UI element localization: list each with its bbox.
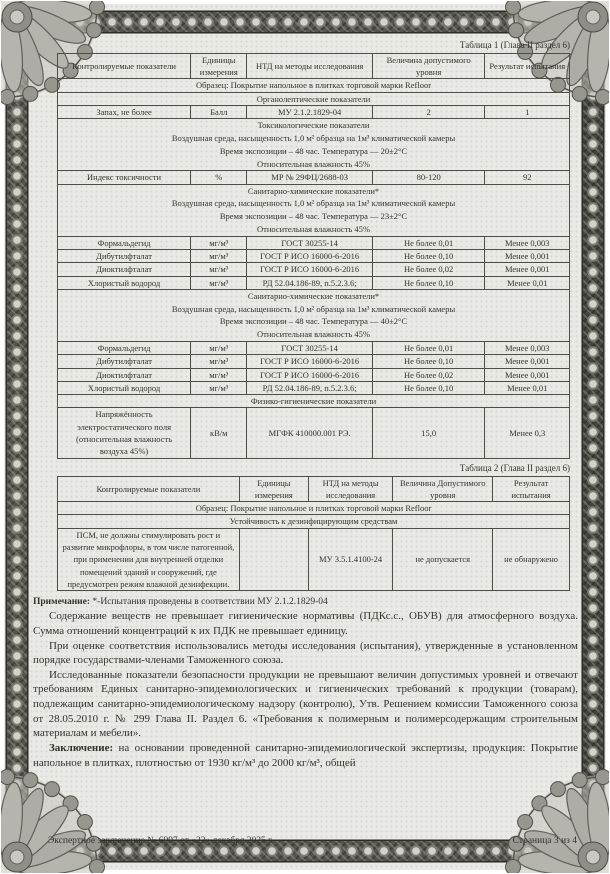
sample-cell: Образец: Покрытие напольное и плитках торговой марки Refloor [58, 502, 570, 515]
cell: ГОСТ Р ИСО 16000-6-2016 [247, 249, 372, 262]
table-row [58, 236, 570, 249]
cell: Дибутилфталат [58, 249, 191, 262]
cell: Дибутилфталат [58, 355, 191, 368]
cell: РД 52.04.186-89, п.5.2.3.6; [247, 276, 372, 289]
cell: мг/м³ [191, 263, 247, 276]
paragraph-conclusion [33, 741, 578, 770]
sample-cell: Образец: Покрытие напольное в плитках торговой марки Refloor [58, 79, 570, 92]
condition-line: Воздушная среда, насыщенность 1,0 м² образца на 1м³ климатической камеры [171, 198, 456, 209]
cell: ГОСТ 30255-14 [247, 236, 372, 249]
table-row [58, 355, 570, 368]
cell: 80-120 [372, 171, 485, 184]
cell: Балл [191, 106, 247, 119]
cell: Не более 0,10 [372, 355, 485, 368]
cell: 15,0 [372, 408, 485, 458]
condition-line: Относительная влажность 45% [256, 158, 370, 169]
table-row [58, 528, 570, 591]
cell: Менее 0,001 [485, 355, 570, 368]
paragraph-substances: Содержание веществ не превышает гигиенические нормативы (ПДКс.с., ОБУВ) для атмосферного воздуха. Сумма отношений концентраций к их ПДК не превышает единицу. [33, 610, 578, 637]
section-title: Санитарно-химические показатели* [247, 185, 380, 196]
table-row [58, 381, 570, 394]
cell: Напряжённость электростатического поля (относительная влажность воздуха 45%) [58, 408, 191, 458]
condition-line: Время экспозиции – 48 час. Температура — 40±2°С [219, 316, 408, 327]
section-row [58, 289, 570, 341]
table2-disinfect-results [57, 476, 570, 592]
column-header: Контролируемые показатели [58, 476, 240, 502]
cell: Индекс токсичности [58, 171, 191, 184]
cell: 2 [372, 106, 485, 119]
cell: ГОСТ Р ИСО 16000-6-2016 [247, 263, 372, 276]
document-content [33, 40, 578, 770]
cell: ПСМ, не должны стимулировать рост и развитие микрофлоры, в том числе патогенной, при применении для внутренней отделки помещений зданий и сооружений, где предусмотрен режим влажной дезинфекции. [58, 528, 240, 591]
cell: Менее 0,003 [485, 341, 570, 354]
condition-line: Относительная влажность 45% [256, 329, 370, 340]
cell: мг/м³ [191, 341, 247, 354]
border-chain-left [6, 8, 28, 866]
cell: Не более 0,02 [372, 263, 485, 276]
cell: Менее 0,001 [485, 249, 570, 262]
cell: мг/м³ [191, 276, 247, 289]
notes-block [33, 597, 578, 770]
cell: кВ/м [191, 408, 247, 458]
paragraph-methods: При оценке соответствия использовались методы исследования (испытания), утвержденные в установленном порядке государствами-членами Таможенного союза. [33, 639, 578, 667]
cell: Не более 0,10 [372, 276, 485, 289]
table-header-row [58, 53, 570, 79]
cell: не допускается [393, 528, 493, 591]
page-footer [48, 836, 577, 846]
column-header: НТД на методы исследования [247, 53, 372, 79]
cell: Не более 0,10 [372, 381, 485, 394]
cell: ГОСТ Р ИСО 16000-6-2016 [247, 355, 372, 368]
table-row [58, 249, 570, 262]
cell: Формальдегид [58, 341, 191, 354]
cell: мг/м³ [191, 249, 247, 262]
table2-caption: Таблица 2 (Глава II раздел 6) [459, 462, 570, 473]
table-header-row [58, 476, 570, 502]
section-block [58, 184, 570, 236]
cell: ГОСТ Р ИСО 16000-6-2016 [247, 368, 372, 381]
section-row [58, 119, 570, 171]
section-title: Органолептические показатели [58, 92, 570, 105]
cell: мг/м³ [191, 368, 247, 381]
cell: Менее 0,003 [485, 236, 570, 249]
note-text: *-Испытания проведены в соответствии МУ 2.1.2.1829-04 [92, 597, 328, 608]
conclusion-text: на основании проведенной санитарно-эпидемиологической экспертизы, продукция: Покрытие напольное в плитках, плотностью от 1930 кг/м³ до 2000 кг/м³, общей [33, 741, 579, 769]
note-line [33, 597, 578, 607]
section-title: Устойчивость к дезинфицирующим средствам [58, 515, 570, 528]
column-header: НТД на методы исследования [308, 476, 392, 502]
cell: Менее 0,01 [485, 381, 570, 394]
table-row [58, 368, 570, 381]
table-row [58, 171, 570, 184]
table-row [58, 408, 570, 458]
cell: Диоктилфталат [58, 368, 191, 381]
condition-line: Воздушная среда, насыщенность 1,0 м² образца на 1м³ климатической камеры [171, 303, 456, 314]
condition-line: Время экспозиции – 48 час. Температура — 23±2°С [219, 211, 408, 222]
section-row [58, 92, 570, 105]
paragraph-requirements: Исследованные показатели безопасности продукции не превышают величин допустимых уровней и отвечают требованиям Единых санитарно-эпидемиологических и гигиенических требований к продукции (товарам), подлежащим санитарно-эпидемиологическому надзору (контролю), Утв. Решением комиссии Таможенного союза от 28.05.2010 г. № 299 Глава II. Раздел 6. «Требования к полимерным и полимерсодержащим строительным материалам и мебели». [33, 668, 578, 740]
condition-line: Время экспозиции – 48 час. Температура — 20±2°С [219, 145, 408, 156]
cell: Менее 0,001 [485, 263, 570, 276]
column-header: Результат испытания [493, 476, 570, 502]
cell: МР № 29ФЦ/2688-03 [247, 171, 372, 184]
column-header: Единицы измерения [239, 476, 308, 502]
table-row [58, 263, 570, 276]
cell: Формальдегид [58, 236, 191, 249]
cell: Не более 0,02 [372, 368, 485, 381]
table-row [58, 341, 570, 354]
cell: мг/м³ [191, 381, 247, 394]
section-title: Санитарно-химические показатели* [247, 290, 380, 301]
section-row [58, 184, 570, 236]
border-chain-right [582, 8, 604, 866]
section-block [58, 119, 570, 171]
footer-page-number: Страница 3 из 4 [512, 836, 577, 846]
cell: Менее 0,001 [485, 368, 570, 381]
cell: ГОСТ 30255-14 [247, 341, 372, 354]
guilloche-corner-icon [503, 767, 609, 873]
table1-caption: Таблица 1 (Глава II раздел 6) [459, 40, 570, 50]
cell: Диоктилфталат [58, 263, 191, 276]
footer-document-number: Экспертное заключение № 6997 от «22» декабря 2025 г. [48, 836, 274, 846]
section-row [58, 515, 570, 528]
cell: 92 [485, 171, 570, 184]
column-header: Результат испытания [485, 53, 570, 79]
cell: МГФК 410000.001 РЭ. [247, 408, 372, 458]
cell [239, 528, 308, 591]
column-header: Величина Допустимого уровня [393, 476, 493, 502]
column-header: Единицы измерения [191, 53, 247, 79]
table-row [58, 276, 570, 289]
section-title: Физико-гигиенические показатели [58, 395, 570, 408]
section-title: Токсикологические показатели [257, 120, 370, 131]
cell: Менее 0,3 [485, 408, 570, 458]
note-label: Примечание: [33, 597, 91, 608]
section-block [58, 289, 570, 341]
cell: Запах, не более [58, 106, 191, 119]
cell: мг/м³ [191, 355, 247, 368]
table1-test-results [57, 53, 570, 459]
cell: Хлористый водород [58, 276, 191, 289]
cell: Не более 0,10 [372, 249, 485, 262]
column-header: Величина допустимого уровня [372, 53, 485, 79]
sample-row [58, 502, 570, 515]
condition-line: Относительная влажность 45% [256, 223, 370, 234]
cell: % [191, 171, 247, 184]
guilloche-corner-icon [1, 767, 107, 873]
cell: Менее 0,01 [485, 276, 570, 289]
cell: 1 [485, 106, 570, 119]
sample-row [58, 79, 570, 92]
cell: МУ 3.5.1.4100-24 [308, 528, 392, 591]
cell: РД 52.04.186-89, п.5.2.3.6; [247, 381, 372, 394]
cell: Не более 0,01 [372, 236, 485, 249]
section-row [58, 395, 570, 408]
cell: мг/м³ [191, 236, 247, 249]
column-header: Контролируемые показатели [58, 53, 191, 79]
cell: МУ 2.1.2.1829-04 [247, 106, 372, 119]
cell: не обнаружено [493, 528, 570, 591]
table-row [58, 106, 570, 119]
conclusion-label: Заключение: [49, 741, 114, 754]
cell: Не более 0,01 [372, 341, 485, 354]
condition-line: Воздушная среда, насыщенность 1,0 м² образца на 1м³ климатической камеры [171, 133, 456, 144]
cell: Хлористый водород [58, 381, 191, 394]
